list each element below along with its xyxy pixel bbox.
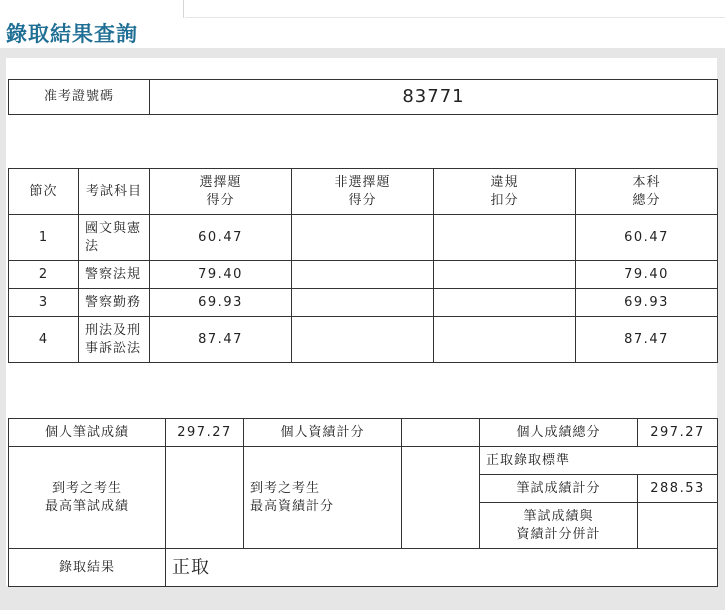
row-deduction (434, 261, 576, 289)
top-rule (185, 17, 725, 18)
row-total-score: 60.47 (576, 215, 718, 261)
row-nonchoice-score (292, 317, 434, 363)
total-score-label: 個人成績總分 (480, 419, 638, 447)
row-total-score: 69.93 (576, 289, 718, 317)
header-choice-line1: 選擇題 (199, 174, 242, 190)
row-subject-line2: 事訴訟法 (85, 340, 142, 356)
header-choice (150, 169, 292, 215)
top-divider (183, 0, 184, 18)
row-nonchoice-score (292, 289, 434, 317)
score-header-row (9, 169, 718, 215)
header-total-line1: 本科 (632, 174, 661, 190)
table-row (9, 261, 718, 289)
row-subject (79, 261, 150, 289)
row-number: 4 (9, 317, 79, 363)
written-score-label: 個人筆試成績 (9, 419, 166, 447)
row-deduction (434, 215, 576, 261)
row-deduction (434, 289, 576, 317)
header-nonchoice (292, 169, 434, 215)
result-label: 錄取結果 (9, 549, 166, 587)
max-credit-label (244, 447, 402, 549)
row-nonchoice-score (292, 215, 434, 261)
exam-id-value: 83771 (150, 80, 718, 115)
exam-id-label: 准考證號碼 (9, 80, 150, 115)
top-bar (0, 0, 725, 18)
table-row (9, 289, 718, 317)
std-combined-line1: 筆試成績與 (523, 508, 594, 524)
score-table (8, 168, 718, 363)
written-score-value: 297.27 (166, 419, 244, 447)
table-row (9, 317, 718, 363)
total-score-value: 297.27 (638, 419, 718, 447)
max-credit-line2: 最高資績計分 (250, 498, 335, 514)
row-subject-line1: 國文與憲 (85, 220, 142, 236)
row-choice-score: 69.93 (150, 289, 292, 317)
row-number: 1 (9, 215, 79, 261)
summary-row-result (9, 549, 718, 587)
row-subject (79, 317, 150, 363)
max-written-line2: 最高筆試成績 (44, 498, 129, 514)
header-violation-line2: 扣分 (490, 192, 519, 208)
exam-id-row (9, 80, 718, 115)
header-violation-line1: 違規 (490, 174, 519, 190)
credit-score-value (402, 419, 480, 447)
header-nonchoice-line2: 得分 (348, 192, 377, 208)
max-credit-line1: 到考之考生 (250, 480, 321, 496)
max-written-line1: 到考之考生 (51, 480, 122, 496)
row-subject (79, 289, 150, 317)
max-written-value (166, 447, 244, 549)
row-total-score: 79.40 (576, 261, 718, 289)
row-number: 3 (9, 289, 79, 317)
std-combined-value (638, 503, 718, 549)
header-nonchoice-line1: 非選擇題 (334, 174, 391, 190)
row-subject-line2: 法 (85, 238, 100, 254)
header-subject: 考試科目 (79, 169, 150, 215)
admission-standard-label: 正取錄取標準 (480, 447, 718, 475)
header-violation (434, 169, 576, 215)
max-written-label (9, 447, 166, 549)
result-value: 正取 (166, 549, 718, 587)
header-choice-line2: 得分 (206, 192, 235, 208)
std-written-label: 筆試成績計分 (480, 475, 638, 503)
row-subject-line1: 警察法規 (85, 266, 142, 282)
summary-row-scores (9, 419, 718, 447)
row-deduction (434, 317, 576, 363)
row-choice-score: 87.47 (150, 317, 292, 363)
summary-table (8, 418, 718, 587)
std-combined-label (480, 503, 638, 549)
summary-row-standard (9, 447, 718, 475)
header-section: 節次 (9, 169, 79, 215)
std-written-value: 288.53 (638, 475, 718, 503)
row-choice-score: 60.47 (150, 215, 292, 261)
header-total (576, 169, 718, 215)
header-total-line2: 總分 (632, 192, 661, 208)
row-number: 2 (9, 261, 79, 289)
row-subject-line1: 警察勤務 (85, 294, 142, 310)
row-nonchoice-score (292, 261, 434, 289)
credit-score-label: 個人資績計分 (244, 419, 402, 447)
row-subject-line1: 刑法及刑 (85, 322, 142, 338)
row-choice-score: 79.40 (150, 261, 292, 289)
row-subject (79, 215, 150, 261)
exam-id-table (8, 79, 718, 115)
std-combined-line2: 資績計分併計 (516, 526, 601, 542)
row-total-score: 87.47 (576, 317, 718, 363)
table-row (9, 215, 718, 261)
page-title: 錄取結果查詢 (6, 22, 138, 46)
max-credit-value (402, 447, 480, 549)
